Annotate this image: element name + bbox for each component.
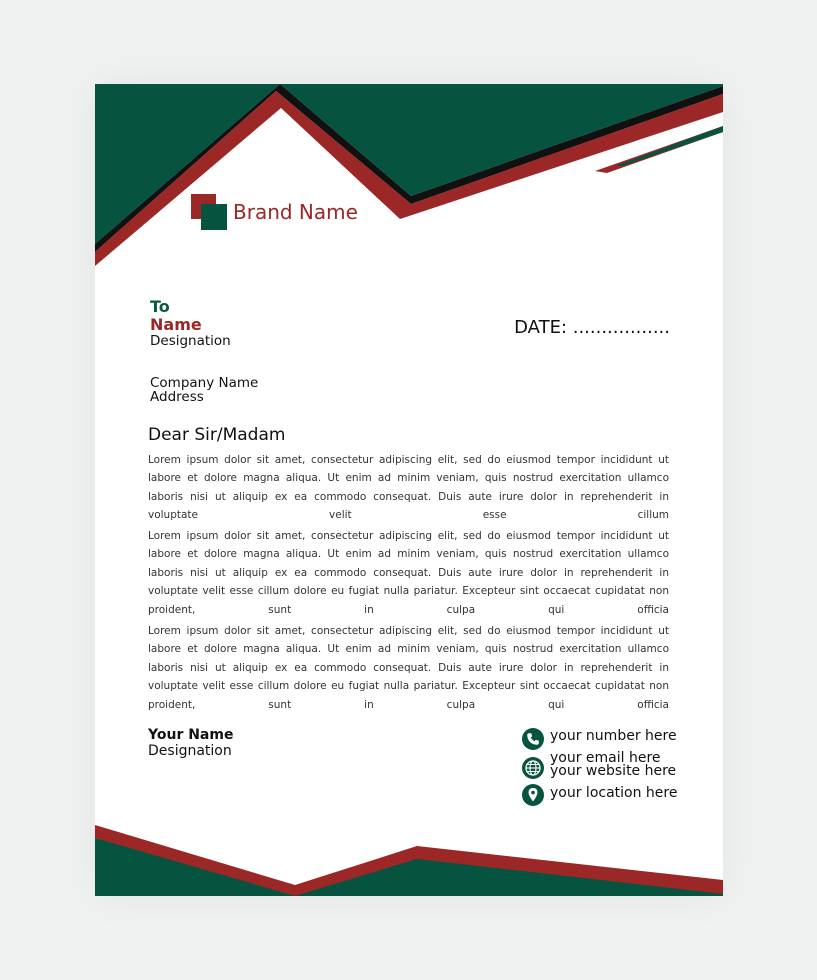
contact-email: your email here xyxy=(550,750,661,766)
recipient-company-block xyxy=(150,376,258,404)
contact-website: your website here xyxy=(550,763,677,779)
footer-green-shape xyxy=(95,838,723,896)
recipient-block xyxy=(150,298,231,350)
globe-icon xyxy=(522,757,544,779)
brand-logo xyxy=(191,194,227,230)
recipient-designation: Designation xyxy=(150,333,231,349)
recipient-name: Name xyxy=(150,315,202,334)
signature-name: Your Name xyxy=(148,727,234,743)
to-label: To xyxy=(150,297,170,316)
body-paragraph-1: Lorem ipsum dolor sit amet, consectetur adipiscing elit, sed do eiusmod tempor incididunt ut labore et dolore magna aliqua. Ut enim ad minim veniam, quis nostrud exercitation ullamco laboris nisi ut aliquip ex ea commodo consequat. Duis aute irure dolor in reprehenderit in voluptate velit esse cillum xyxy=(148,454,669,522)
recipient-company: Company Name xyxy=(150,375,259,391)
body-paragraph-2: Lorem ipsum dolor sit amet, consectetur adipiscing elit, sed do eiusmod tempor incididunt ut labore et dolore magna aliqua. Ut enim ad minim veniam, quis nostrud exercitation ullamco laboris nisi ut aliquip ex ea commodo consequat. Duis aute irure dolor in reprehenderit in voluptate velit esse cillum dolore eu fugiat nulla pariatur. Excepteur sint occaecat cupidatat non proident, sunt in culpa qui officia xyxy=(148,530,669,616)
letterhead-page xyxy=(95,84,723,896)
location-pin-icon xyxy=(522,784,544,806)
signature-designation: Designation xyxy=(148,743,232,759)
recipient-address: Address xyxy=(150,389,204,405)
body-paragraph-3: Lorem ipsum dolor sit amet, consectetur adipiscing elit, sed do eiusmod tempor incididunt ut labore et dolore magna aliqua. Ut enim ad minim veniam, quis nostrud exercitation ullamco laboris nisi ut aliquip ex ea commodo consequat. Duis aute irure dolor in reprehenderit in voluptate velit esse cillum dolore eu fugiat nulla pariatur. Excepteur sint occaecat cupidatat non proident, sunt in culpa qui officia xyxy=(148,625,669,711)
phone-icon xyxy=(522,728,544,750)
signature-block xyxy=(148,727,233,759)
salutation: Dear Sir/Madam xyxy=(148,425,286,445)
contact-location: your location here xyxy=(550,785,678,801)
contact-phone: your number here xyxy=(550,728,677,744)
date-field: DATE: ................. xyxy=(514,317,670,338)
brand-name: Brand Name xyxy=(233,200,358,224)
